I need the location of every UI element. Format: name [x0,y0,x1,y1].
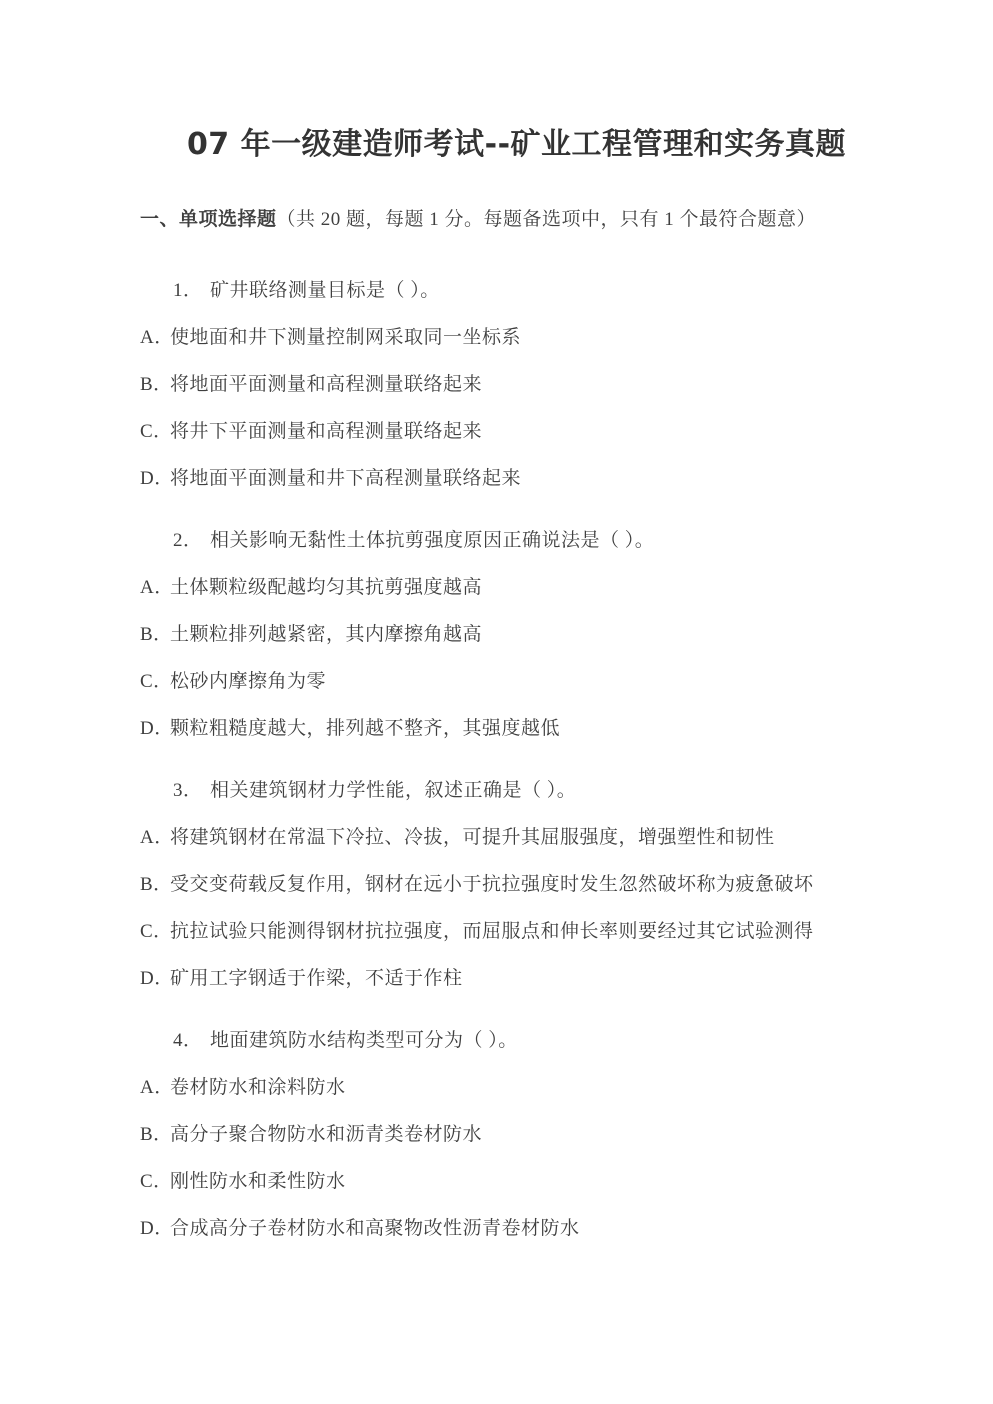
option-text: 受交变荷载反复作用，钢材在远小于抗拉强度时发生忽然破坏称为疲惫破坏 [170,874,814,895]
option-label: A． [140,1077,174,1098]
option-label: B． [140,1124,173,1145]
question-text: 矿井联络测量目标是（ ）。 [210,280,440,301]
document-title: 07 年一级建造师考试--矿业工程管理和实务真题 [186,127,847,162]
question-number: 2． [173,530,203,551]
option-text: 土颗粒排列越紧密，其内摩擦角越高 [170,624,483,645]
option-text: 卷材防水和涂料防水 [170,1077,346,1098]
section-note: （共 20 题，每题 1 分。每题备选项中，只有 1 个最符合题意） [276,209,817,230]
option-text: 将地面平面测量和高程测量联络起来 [170,374,483,395]
question-number: 3． [173,780,203,801]
option-label: B． [140,624,173,645]
option-text: 将建筑钢材在常温下冷拉、冷拔，可提升其屈服强度，增强塑性和韧性 [170,827,775,848]
option-text: 土体颗粒级配越均匀其抗剪强度越高 [170,577,483,598]
option-text: 将井下平面测量和高程测量联络起来 [170,421,483,442]
option-text: 将地面平面测量和井下高程测量联络起来 [170,468,522,489]
option-list [140,314,893,502]
option-row [140,814,893,861]
option-label: B． [140,374,173,395]
option-row [140,564,893,611]
option-text: 颗粒粗糙度越大，排列越不整齐，其强度越低 [170,718,561,739]
option-label: D． [140,718,174,739]
option-row [140,455,893,502]
question-stem [140,767,893,814]
option-row [140,611,893,658]
option-list [140,1064,893,1252]
question-block [140,767,893,1002]
option-row [140,1111,893,1158]
question-stem [140,1017,893,1064]
option-text: 合成高分子卷材防水和高聚物改性沥青卷材防水 [170,1218,580,1239]
option-label: B． [140,874,173,895]
option-label: C． [140,421,173,442]
option-row [140,955,893,1002]
question-text: 相关影响无黏性土体抗剪强度原因正确说法是（ ）。 [210,530,655,551]
option-row [140,861,893,908]
question-number: 4． [173,1030,203,1051]
question-block [140,517,893,752]
option-row [140,314,893,361]
option-label: A． [140,827,174,848]
option-row [140,361,893,408]
option-text: 抗拉试验只能测得钢材抗拉强度，而屈服点和伸长率则要经过其它试验测得 [170,921,814,942]
question-number: 1． [173,280,203,301]
option-list [140,564,893,752]
option-label: A． [140,577,174,598]
option-row [140,1158,893,1205]
option-label: D． [140,468,174,489]
option-text: 刚性防水和柔性防水 [170,1171,346,1192]
question-text: 相关建筑钢材力学性能，叙述正确是（ ）。 [210,780,577,801]
section-header [140,206,893,233]
option-text: 高分子聚合物防水和沥青类卷材防水 [170,1124,483,1145]
option-text: 矿用工字钢适于作梁，不适于作柱 [170,968,463,989]
question-text: 地面建筑防水结构类型可分为（ ）。 [210,1030,518,1051]
option-label: C． [140,671,173,692]
option-label: D． [140,968,174,989]
question-list [140,267,893,1252]
option-row [140,408,893,455]
option-label: C． [140,1171,173,1192]
question-stem [140,517,893,564]
option-row [140,1205,893,1252]
question-stem [140,267,893,314]
question-block [140,267,893,502]
section-label: 一、 [140,209,180,230]
section-heading: 单项选择题 [179,209,277,230]
option-text: 松砂内摩擦角为零 [170,671,327,692]
option-row [140,658,893,705]
option-text: 使地面和井下测量控制网采取同一坐标系 [170,327,522,348]
option-label: A． [140,327,174,348]
option-label: D． [140,1218,174,1239]
option-row [140,1064,893,1111]
option-row [140,705,893,752]
question-block [140,1017,893,1252]
option-row [140,908,893,955]
option-list [140,814,893,1002]
option-label: C． [140,921,173,942]
